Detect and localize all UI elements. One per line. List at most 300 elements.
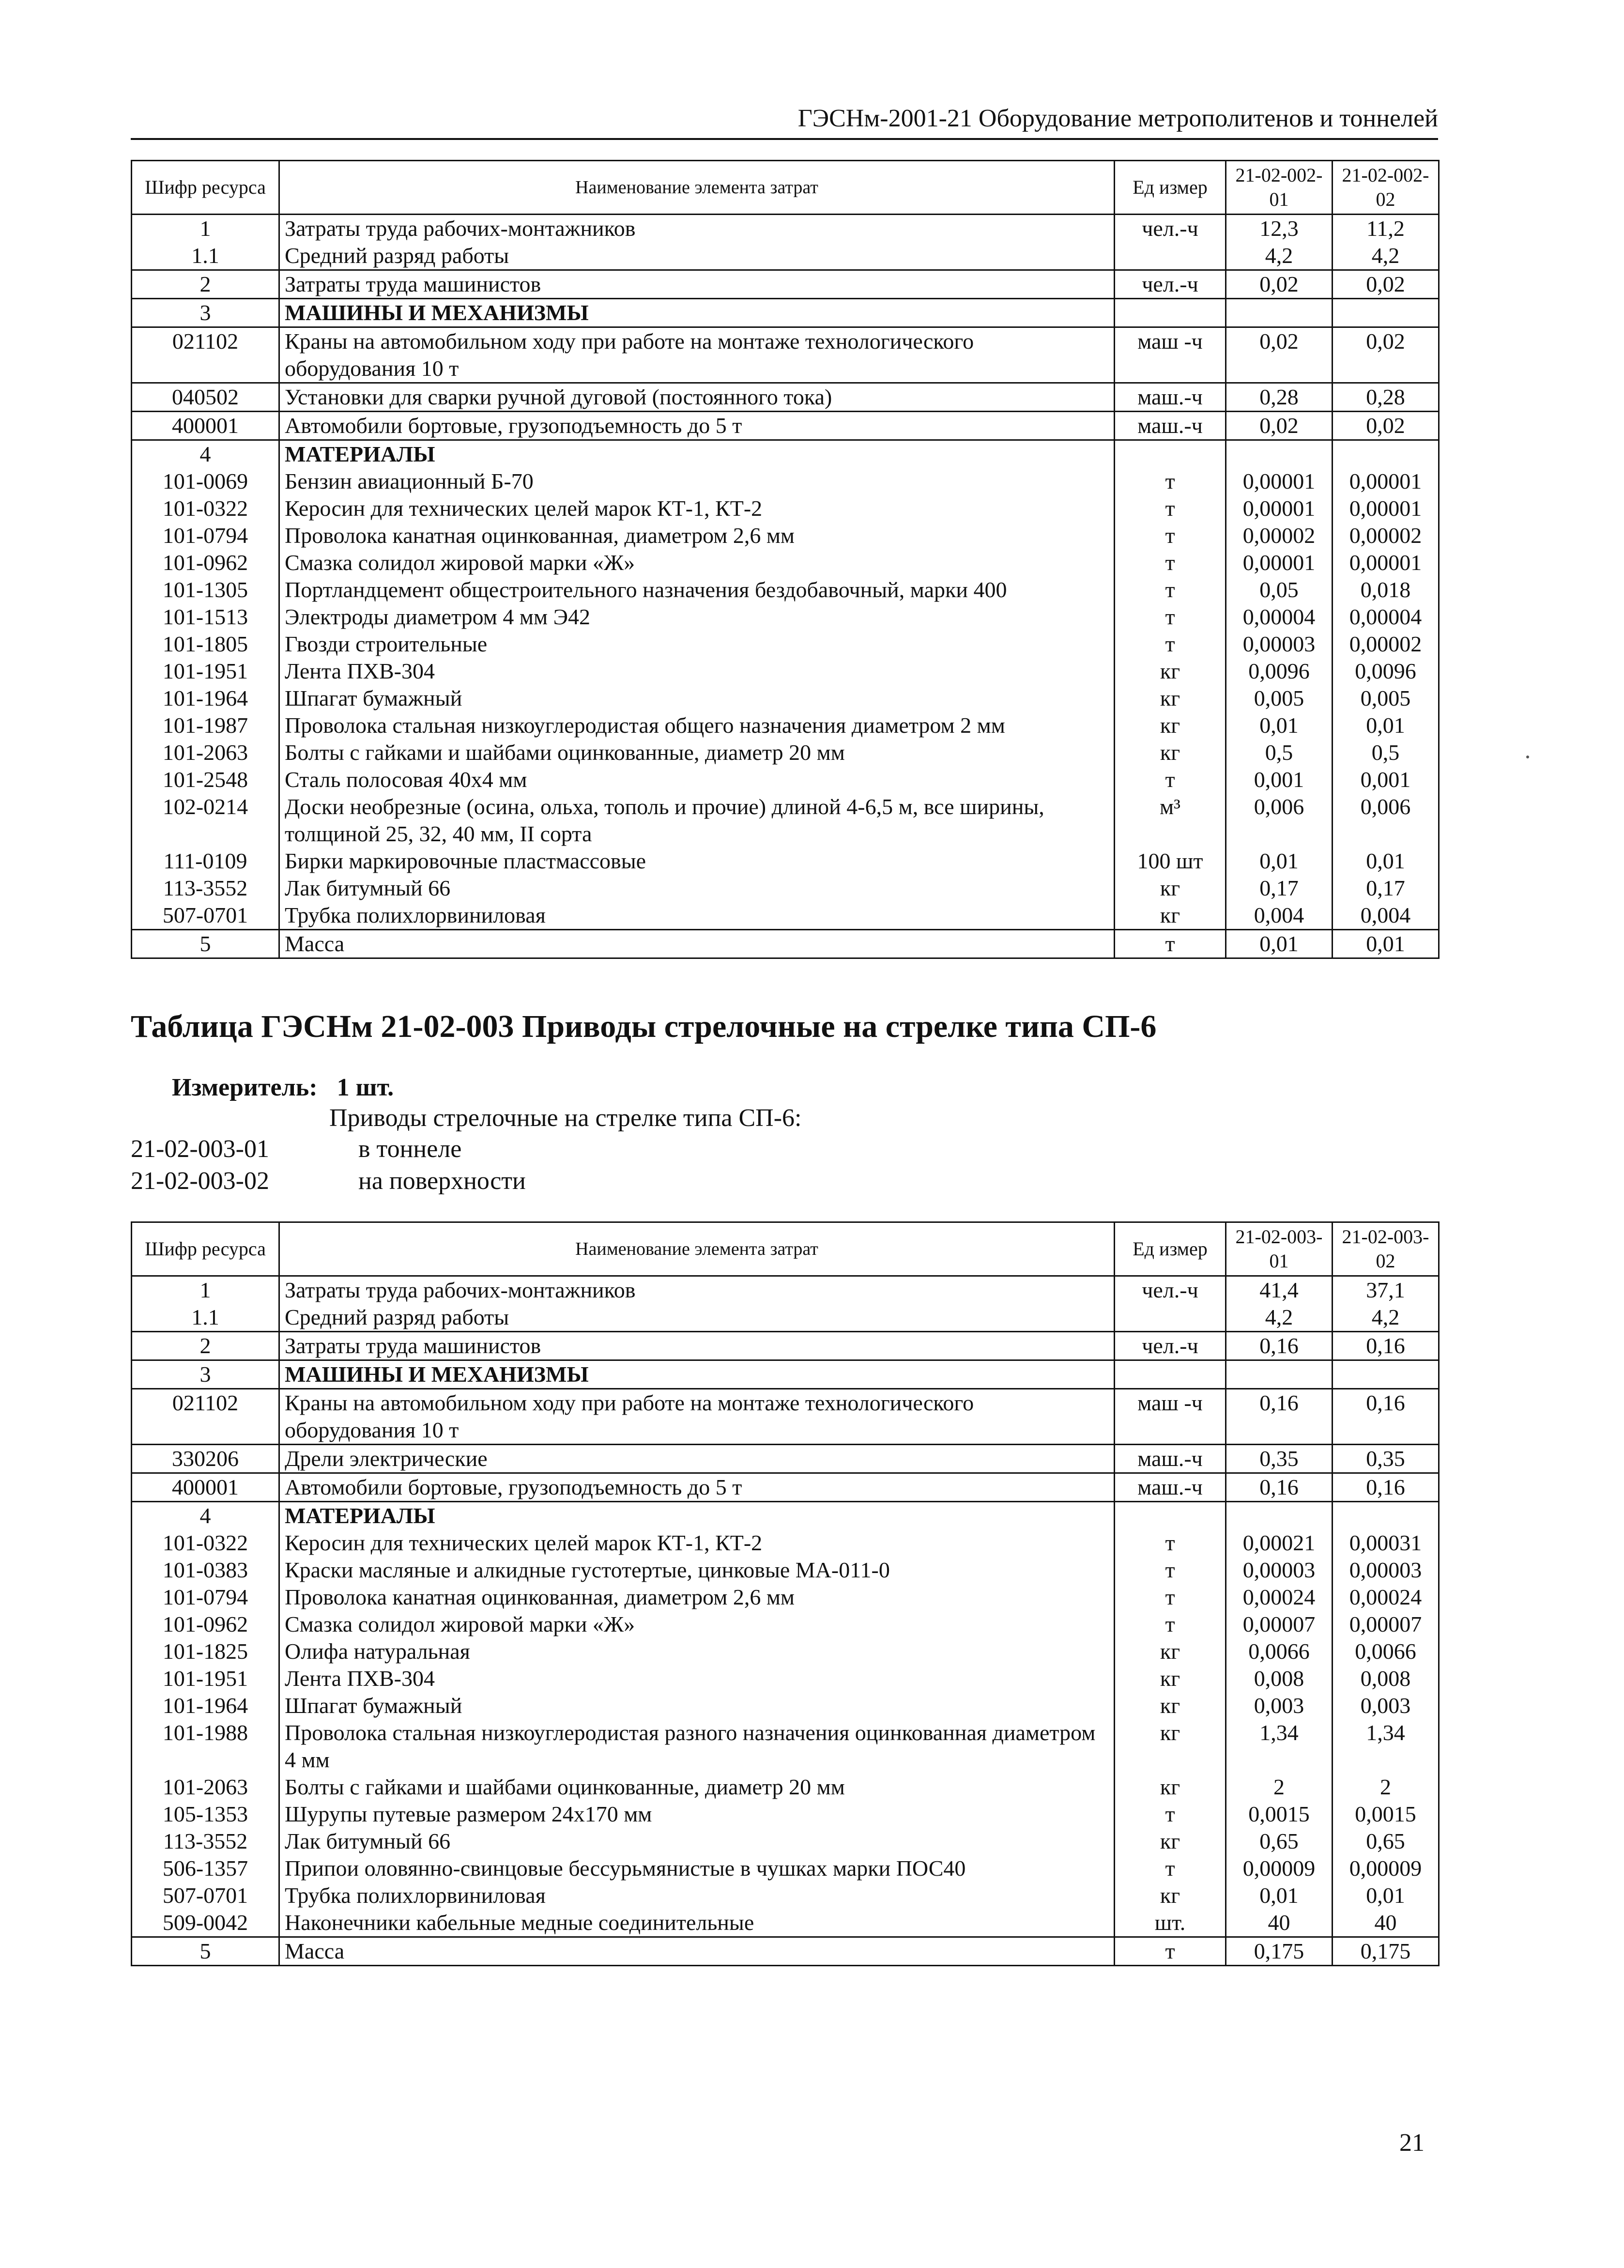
- table-row: [132, 875, 1439, 902]
- cell-value-1: [1226, 1360, 1333, 1389]
- cell-value-2: 0,02: [1333, 270, 1439, 299]
- cell-unit: [1115, 299, 1226, 327]
- cell-code: 101-1988: [132, 1719, 279, 1774]
- cell-unit: кг: [1115, 1665, 1226, 1692]
- header-rule: [131, 138, 1438, 140]
- table-row: [132, 739, 1439, 766]
- cell-name: Автомобили бортовые, грузоподъемность до 5 т: [279, 412, 1115, 440]
- cell-name: МАШИНЫ И МЕХАНИЗМЫ: [279, 1360, 1115, 1389]
- running-header: ГЭСНм-2001-21 Оборудование метрополитенов и тоннелей: [797, 105, 1438, 132]
- table-row: [132, 1389, 1439, 1445]
- cell-value-2: 0,0096: [1333, 658, 1439, 685]
- resource-table-21-02-003: [131, 1221, 1440, 1966]
- table-row: [132, 1502, 1439, 1530]
- table-row: [132, 1557, 1439, 1584]
- cell-unit: кг: [1115, 902, 1226, 930]
- cell-name: Трубка полихлорвиниловая: [279, 1882, 1115, 1909]
- cell-code: 1: [132, 1276, 279, 1304]
- cell-value-2: 0,01: [1333, 848, 1439, 875]
- header-unit: Ед измер: [1115, 1222, 1226, 1276]
- cell-value-2: 0,16: [1333, 1389, 1439, 1445]
- table-row: [132, 1937, 1439, 1966]
- cell-value-1: 0,008: [1226, 1665, 1333, 1692]
- meter-value: 1 шт.: [337, 1074, 394, 1101]
- cell-unit: кг: [1115, 1692, 1226, 1719]
- header-variant-1: 21-02-003-01: [1226, 1222, 1333, 1276]
- cell-unit: маш.-ч: [1115, 1473, 1226, 1502]
- cell-name: Краски масляные и алкидные густотертые, цинковые МА-011-0: [279, 1557, 1115, 1584]
- cell-name: Болты с гайками и шайбами оцинкованные, диаметр 20 мм: [279, 739, 1115, 766]
- table-row: [132, 631, 1439, 658]
- table-row: [132, 1719, 1439, 1774]
- table-row: [132, 383, 1439, 412]
- cell-unit: 100 шт: [1115, 848, 1226, 875]
- cell-value-1: 0,65: [1226, 1828, 1333, 1855]
- cell-value-1: 0,001: [1226, 766, 1333, 793]
- cell-name: Проволока канатная оцинкованная, диаметром 2,6 мм: [279, 1584, 1115, 1611]
- cell-value-1: 1,34: [1226, 1719, 1333, 1774]
- cell-value-1: 41,4: [1226, 1276, 1333, 1304]
- cell-value-1: [1226, 440, 1333, 468]
- cell-name: Трубка полихлорвиниловая: [279, 902, 1115, 930]
- cell-code: 3: [132, 299, 279, 327]
- cell-code: 102-0214: [132, 793, 279, 848]
- cell-value-1: 0,00003: [1226, 631, 1333, 658]
- cell-name: Смазка солидол жировой марки «Ж»: [279, 549, 1115, 576]
- table-row: [132, 902, 1439, 930]
- table-row: [132, 522, 1439, 549]
- table-row: [132, 1801, 1439, 1828]
- table-row: [132, 549, 1439, 576]
- cell-value-1: 0,01: [1226, 848, 1333, 875]
- cell-code: 101-1805: [132, 631, 279, 658]
- cell-value-1: 0,00002: [1226, 522, 1333, 549]
- cell-value-2: [1333, 1360, 1439, 1389]
- cell-value-1: 0,00001: [1226, 549, 1333, 576]
- cell-value-1: 0,00021: [1226, 1529, 1333, 1557]
- cell-value-2: 0,003: [1333, 1692, 1439, 1719]
- table-row: [132, 299, 1439, 327]
- cell-unit: чел.-ч: [1115, 1276, 1226, 1304]
- cell-value-2: 0,018: [1333, 576, 1439, 603]
- table-header-row: [132, 1222, 1439, 1276]
- cell-unit: т: [1115, 549, 1226, 576]
- cell-value-2: 0,02: [1333, 412, 1439, 440]
- cell-value-2: 0,00001: [1333, 468, 1439, 495]
- cell-value-1: 0,00007: [1226, 1611, 1333, 1638]
- table-row: [132, 1855, 1439, 1882]
- table-row: [132, 1445, 1439, 1473]
- table-row: [132, 1909, 1439, 1937]
- meter-label: Измеритель:: [172, 1074, 318, 1101]
- cell-code: 113-3552: [132, 1828, 279, 1855]
- cell-code: 4: [132, 440, 279, 468]
- cell-value-1: 0,005: [1226, 685, 1333, 712]
- cell-value-1: 0,01: [1226, 930, 1333, 958]
- cell-code: 021102: [132, 327, 279, 383]
- cell-name: Краны на автомобильном ходу при работе на монтаже технологического оборудования 10 т: [279, 327, 1115, 383]
- cell-code: 2: [132, 1332, 279, 1360]
- cell-code: 101-1964: [132, 685, 279, 712]
- table-row: [132, 793, 1439, 848]
- cell-unit: т: [1115, 1937, 1226, 1966]
- cell-value-2: 0,01: [1333, 712, 1439, 739]
- cell-name: Смазка солидол жировой марки «Ж»: [279, 1611, 1115, 1638]
- cell-name: Установки для сварки ручной дуговой (постоянного тока): [279, 383, 1115, 412]
- cell-unit: шт.: [1115, 1909, 1226, 1937]
- cell-unit: т: [1115, 495, 1226, 522]
- page-number: 21: [1399, 2129, 1425, 2157]
- cell-name: Болты с гайками и шайбами оцинкованные, диаметр 20 мм: [279, 1774, 1115, 1801]
- cell-value-1: 0,004: [1226, 902, 1333, 930]
- cell-code: 1: [132, 215, 279, 243]
- variant-code: 21-02-003-01: [131, 1135, 269, 1163]
- cell-value-2: 40: [1333, 1909, 1439, 1937]
- cell-value-1: 0,01: [1226, 712, 1333, 739]
- table-row: [132, 1332, 1439, 1360]
- table-row: [132, 766, 1439, 793]
- cell-code: 101-0322: [132, 495, 279, 522]
- cell-name: Проволока канатная оцинкованная, диаметром 2,6 мм: [279, 522, 1115, 549]
- table-row: [132, 1665, 1439, 1692]
- table-row: [132, 1611, 1439, 1638]
- header-unit: Ед измер: [1115, 161, 1226, 215]
- cell-value-1: 0,0015: [1226, 1801, 1333, 1828]
- cell-name: Лента ПХВ-304: [279, 1665, 1115, 1692]
- table-row: [132, 270, 1439, 299]
- cell-unit: т: [1115, 1855, 1226, 1882]
- cell-unit: т: [1115, 1801, 1226, 1828]
- resource-table-21-02-002: [131, 160, 1440, 959]
- cell-name: МАТЕРИАЛЫ: [279, 1502, 1115, 1530]
- table-row: [132, 658, 1439, 685]
- cell-code: 101-0322: [132, 1529, 279, 1557]
- cell-name: Шпагат бумажный: [279, 1692, 1115, 1719]
- cell-code: 1.1: [132, 242, 279, 270]
- table-row: [132, 1828, 1439, 1855]
- cell-name: Лак битумный 66: [279, 875, 1115, 902]
- header-name: Наименование элемента затрат: [279, 161, 1115, 215]
- cell-code: 509-0042: [132, 1909, 279, 1937]
- cell-value-1: 40: [1226, 1909, 1333, 1937]
- cell-code: 101-2063: [132, 1774, 279, 1801]
- variants-heading: Приводы стрелочные на стрелке типа СП-6:: [329, 1104, 802, 1132]
- cell-code: 021102: [132, 1389, 279, 1445]
- table-row: [132, 603, 1439, 631]
- cell-value-1: 4,2: [1226, 1304, 1333, 1332]
- table-row: [132, 1638, 1439, 1665]
- cell-code: 113-3552: [132, 875, 279, 902]
- cell-value-1: 0,00001: [1226, 495, 1333, 522]
- cell-value-2: 0,001: [1333, 766, 1439, 793]
- cell-value-1: 0,01: [1226, 1882, 1333, 1909]
- variant-line: [131, 1134, 461, 1164]
- cell-name: Лак битумный 66: [279, 1828, 1115, 1855]
- cell-value-2: 2: [1333, 1774, 1439, 1801]
- cell-value-2: 0,01: [1333, 1882, 1439, 1909]
- cell-code: 040502: [132, 383, 279, 412]
- cell-unit: [1115, 1304, 1226, 1332]
- cell-code: 101-1951: [132, 1665, 279, 1692]
- cell-unit: маш -ч: [1115, 327, 1226, 383]
- cell-code: 330206: [132, 1445, 279, 1473]
- cell-code: 507-0701: [132, 902, 279, 930]
- cell-value-2: 0,00009: [1333, 1855, 1439, 1882]
- cell-value-2: 4,2: [1333, 1304, 1439, 1332]
- cell-code: 101-1825: [132, 1638, 279, 1665]
- meter: [172, 1073, 394, 1103]
- cell-value-1: 0,16: [1226, 1389, 1333, 1445]
- cell-value-1: 0,05: [1226, 576, 1333, 603]
- cell-value-2: 0,16: [1333, 1332, 1439, 1360]
- cell-unit: кг: [1115, 685, 1226, 712]
- cell-unit: маш.-ч: [1115, 383, 1226, 412]
- cell-code: 101-0794: [132, 522, 279, 549]
- header-variant-2: 21-02-003-02: [1333, 1222, 1439, 1276]
- cell-name: Масса: [279, 930, 1115, 958]
- table-row: [132, 576, 1439, 603]
- header-variant-2: 21-02-002-02: [1333, 161, 1439, 215]
- cell-value-1: 4,2: [1226, 242, 1333, 270]
- cell-unit: кг: [1115, 1882, 1226, 1909]
- cell-name: МАТЕРИАЛЫ: [279, 440, 1115, 468]
- cell-value-2: 0,00002: [1333, 522, 1439, 549]
- cell-name: Проволока стальная низкоуглеродистая общего назначения диаметром 2 мм: [279, 712, 1115, 739]
- cell-unit: т: [1115, 1557, 1226, 1584]
- cell-value-2: 0,00004: [1333, 603, 1439, 631]
- cell-value-1: [1226, 1502, 1333, 1530]
- cell-code: 400001: [132, 412, 279, 440]
- table-row: [132, 1276, 1439, 1304]
- cell-name: МАШИНЫ И МЕХАНИЗМЫ: [279, 299, 1115, 327]
- cell-value-2: [1333, 299, 1439, 327]
- cell-code: 101-1951: [132, 658, 279, 685]
- cell-code: 1.1: [132, 1304, 279, 1332]
- table-row: [132, 440, 1439, 468]
- cell-code: 400001: [132, 1473, 279, 1502]
- cell-value-1: 0,02: [1226, 412, 1333, 440]
- cell-name: Средний разряд работы: [279, 242, 1115, 270]
- cell-value-2: 0,65: [1333, 1828, 1439, 1855]
- cell-code: 101-0794: [132, 1584, 279, 1611]
- cell-name: Бензин авиационный Б-70: [279, 468, 1115, 495]
- table-row: [132, 1584, 1439, 1611]
- cell-name: Сталь полосовая 40х4 мм: [279, 766, 1115, 793]
- cell-value-2: 37,1: [1333, 1276, 1439, 1304]
- cell-code: 101-0383: [132, 1557, 279, 1584]
- table-row: [132, 685, 1439, 712]
- cell-unit: т: [1115, 930, 1226, 958]
- cell-value-2: 0,16: [1333, 1473, 1439, 1502]
- cell-name: Проволока стальная низкоуглеродистая разного назначения оцинкованная диаметром 4 мм: [279, 1719, 1115, 1774]
- cell-unit: [1115, 242, 1226, 270]
- cell-unit: т: [1115, 522, 1226, 549]
- cell-value-1: 0,00024: [1226, 1584, 1333, 1611]
- cell-value-2: 0,00024: [1333, 1584, 1439, 1611]
- cell-code: 105-1353: [132, 1801, 279, 1828]
- cell-unit: кг: [1115, 1774, 1226, 1801]
- cell-value-1: 0,28: [1226, 383, 1333, 412]
- cell-value-1: 0,35: [1226, 1445, 1333, 1473]
- cell-name: Затраты труда рабочих-монтажников: [279, 215, 1115, 243]
- cell-value-1: 0,00003: [1226, 1557, 1333, 1584]
- cell-value-2: 0,008: [1333, 1665, 1439, 1692]
- table-row: [132, 1882, 1439, 1909]
- cell-value-2: [1333, 1502, 1439, 1530]
- cell-code: 506-1357: [132, 1855, 279, 1882]
- table-row: [132, 1473, 1439, 1502]
- cell-name: Затраты труда машинистов: [279, 270, 1115, 299]
- cell-value-2: 0,175: [1333, 1937, 1439, 1966]
- cell-unit: чел.-ч: [1115, 1332, 1226, 1360]
- cell-name: Дрели электрические: [279, 1445, 1115, 1473]
- cell-unit: маш.-ч: [1115, 412, 1226, 440]
- cell-name: Электроды диаметром 4 мм Э42: [279, 603, 1115, 631]
- cell-name: Шпагат бумажный: [279, 685, 1115, 712]
- cell-value-2: 4,2: [1333, 242, 1439, 270]
- cell-name: Бирки маркировочные пластмассовые: [279, 848, 1115, 875]
- cell-unit: т: [1115, 631, 1226, 658]
- cell-value-1: 2: [1226, 1774, 1333, 1801]
- variant-name: на поверхности: [358, 1167, 526, 1195]
- cell-code: 5: [132, 930, 279, 958]
- table-header-row: [132, 161, 1439, 215]
- cell-value-1: 0,02: [1226, 270, 1333, 299]
- cell-code: 101-1513: [132, 603, 279, 631]
- cell-value-2: 0,00002: [1333, 631, 1439, 658]
- cell-name: Портландцемент общестроительного назначения бездобавочный, марки 400: [279, 576, 1115, 603]
- cell-unit: чел.-ч: [1115, 215, 1226, 243]
- cell-unit: т: [1115, 468, 1226, 495]
- table-row: [132, 412, 1439, 440]
- cell-code: 101-0069: [132, 468, 279, 495]
- cell-value-1: 0,00001: [1226, 468, 1333, 495]
- variant-code: 21-02-003-02: [131, 1167, 269, 1195]
- cell-value-1: [1226, 299, 1333, 327]
- cell-value-2: 0,00001: [1333, 549, 1439, 576]
- cell-value-1: 0,02: [1226, 327, 1333, 383]
- cell-value-2: 0,006: [1333, 793, 1439, 848]
- table-row: [132, 1360, 1439, 1389]
- cell-code: 101-1987: [132, 712, 279, 739]
- cell-name: Лента ПХВ-304: [279, 658, 1115, 685]
- cell-value-2: 0,0015: [1333, 1801, 1439, 1828]
- table-row: [132, 930, 1439, 958]
- cell-unit: маш.-ч: [1115, 1445, 1226, 1473]
- cell-code: 101-0962: [132, 549, 279, 576]
- cell-value-2: 11,2: [1333, 215, 1439, 243]
- cell-value-1: 0,175: [1226, 1937, 1333, 1966]
- cell-value-2: 0,35: [1333, 1445, 1439, 1473]
- cell-name: Керосин для технических целей марок КТ-1, КТ-2: [279, 495, 1115, 522]
- cell-code: 101-2548: [132, 766, 279, 793]
- cell-value-2: 0,00003: [1333, 1557, 1439, 1584]
- cell-name: Шурупы путевые размером 24х170 мм: [279, 1801, 1115, 1828]
- cell-name: Керосин для технических целей марок КТ-1, КТ-2: [279, 1529, 1115, 1557]
- cell-value-2: 0,00007: [1333, 1611, 1439, 1638]
- table-row: [132, 242, 1439, 270]
- table-row: [132, 712, 1439, 739]
- cell-unit: кг: [1115, 658, 1226, 685]
- cell-value-2: 0,00001: [1333, 495, 1439, 522]
- cell-unit: чел.-ч: [1115, 270, 1226, 299]
- cell-value-2: 0,17: [1333, 875, 1439, 902]
- table-row: [132, 1529, 1439, 1557]
- header-name: Наименование элемента затрат: [279, 1222, 1115, 1276]
- cell-code: 2: [132, 270, 279, 299]
- cell-unit: [1115, 440, 1226, 468]
- cell-unit: кг: [1115, 1719, 1226, 1774]
- cell-name: Автомобили бортовые, грузоподъемность до 5 т: [279, 1473, 1115, 1502]
- header-code: Шифр ресурса: [132, 161, 279, 215]
- cell-value-2: 0,28: [1333, 383, 1439, 412]
- cell-code: 111-0109: [132, 848, 279, 875]
- cell-code: 3: [132, 1360, 279, 1389]
- cell-unit: т: [1115, 603, 1226, 631]
- cell-unit: кг: [1115, 1828, 1226, 1855]
- cell-unit: [1115, 1360, 1226, 1389]
- header-variant-1: 21-02-002-01: [1226, 161, 1333, 215]
- cell-unit: т: [1115, 576, 1226, 603]
- cell-value-2: 0,004: [1333, 902, 1439, 930]
- cell-code: 101-2063: [132, 739, 279, 766]
- table-row: [132, 1692, 1439, 1719]
- scan-speck: [1526, 756, 1529, 758]
- cell-value-2: 0,00031: [1333, 1529, 1439, 1557]
- cell-name: Затраты труда машинистов: [279, 1332, 1115, 1360]
- cell-value-2: 0,02: [1333, 327, 1439, 383]
- cell-code: 4: [132, 1502, 279, 1530]
- cell-value-2: 0,01: [1333, 930, 1439, 958]
- cell-unit: т: [1115, 766, 1226, 793]
- table-row: [132, 468, 1439, 495]
- table-row: [132, 327, 1439, 383]
- cell-value-1: 0,00009: [1226, 1855, 1333, 1882]
- cell-unit: кг: [1115, 875, 1226, 902]
- cell-value-2: 0,0066: [1333, 1638, 1439, 1665]
- cell-name: Доски необрезные (осина, ольха, тополь и прочие) длиной 4-6,5 м, все ширины, толщиной 25, 32, 40 мм, II сорта: [279, 793, 1115, 848]
- table-row: [132, 495, 1439, 522]
- cell-name: Масса: [279, 1937, 1115, 1966]
- cell-unit: [1115, 1502, 1226, 1530]
- cell-code: 101-1305: [132, 576, 279, 603]
- cell-value-1: 0,0096: [1226, 658, 1333, 685]
- cell-code: 507-0701: [132, 1882, 279, 1909]
- cell-name: Припои оловянно-свинцовые бессурьмянистые в чушках марки ПОС40: [279, 1855, 1115, 1882]
- table-row: [132, 215, 1439, 243]
- table-row: [132, 1304, 1439, 1332]
- cell-value-1: 0,003: [1226, 1692, 1333, 1719]
- cell-unit: м³: [1115, 793, 1226, 848]
- cell-value-1: 0,16: [1226, 1332, 1333, 1360]
- cell-value-1: 0,006: [1226, 793, 1333, 848]
- cell-value-1: 12,3: [1226, 215, 1333, 243]
- table-title: Таблица ГЭСНм 21-02-003 Приводы стрелочные на стрелке типа СП-6: [131, 1009, 1157, 1044]
- cell-value-1: 0,17: [1226, 875, 1333, 902]
- cell-value-2: 0,005: [1333, 685, 1439, 712]
- cell-name: Средний разряд работы: [279, 1304, 1115, 1332]
- cell-name: Краны на автомобильном ходу при работе на монтаже технологического оборудования 10 т: [279, 1389, 1115, 1445]
- cell-unit: т: [1115, 1529, 1226, 1557]
- cell-value-2: 0,5: [1333, 739, 1439, 766]
- header-code: Шифр ресурса: [132, 1222, 279, 1276]
- cell-unit: маш -ч: [1115, 1389, 1226, 1445]
- table-row: [132, 848, 1439, 875]
- cell-value-1: 0,16: [1226, 1473, 1333, 1502]
- cell-code: 101-0962: [132, 1611, 279, 1638]
- cell-name: Наконечники кабельные медные соединительные: [279, 1909, 1115, 1937]
- cell-code: 5: [132, 1937, 279, 1966]
